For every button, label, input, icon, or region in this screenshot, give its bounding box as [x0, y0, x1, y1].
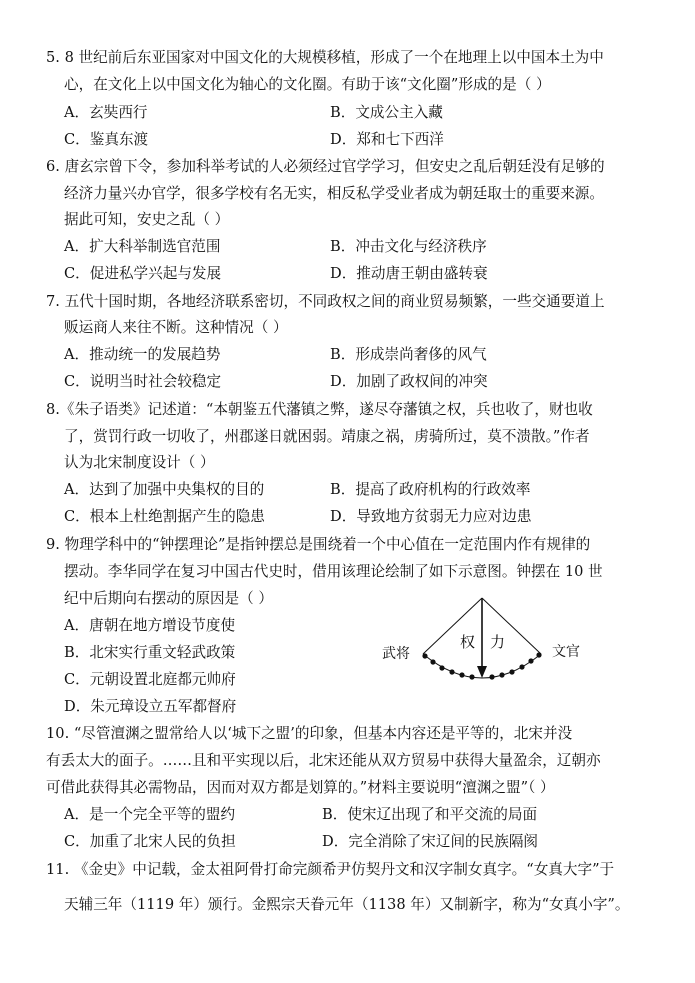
q7-option-c: C．说明当时社会较稳定 — [64, 373, 222, 390]
q6-option-a: A．扩大科举制选官范围 — [64, 238, 221, 255]
q6-stem-line1: 6. 唐玄宗曾下令，参加科举考试的人必须经过官学学习，但安史之乱后朝廷没有足够的 — [46, 158, 605, 175]
q11-stem-line2: 天辅三年（1119 年）颁行。金熙宗天眷元年（1138 年）又制新字，称为“女真小字”。 — [64, 896, 630, 913]
diagram-center-label-2: 力 — [490, 633, 506, 651]
q5-option-c: C．鉴真东渡 — [64, 131, 149, 148]
q5-stem-line2: 心，在文化上以中国文化为轴心的文化圈。有助于该“文化圈”形成的是（ ） — [64, 76, 551, 93]
q7-option-b: B．形成崇尚奢侈的风气 — [330, 346, 487, 363]
q8-option-b: B．提高了政府机构的行政效率 — [330, 481, 531, 498]
q10-option-d: D．完全消除了宋辽间的民族隔阂 — [322, 833, 539, 850]
q10-stem-line3: 可借此获得其必需物品，因而对双方都是划算的。”材料主要说明“澶渊之盟”（ ） — [46, 779, 555, 796]
arc-dot — [449, 669, 454, 674]
arc-dot — [430, 659, 435, 664]
diagram-center-label-1: 权 — [460, 633, 476, 651]
q8-stem-line3: 认为北宋制度设计（ ） — [64, 454, 215, 471]
q7-stem-line1: 7. 五代十国时期，各地经济联系密切，不同政权之间的商业贸易频繁，一些交通要道上 — [46, 293, 605, 310]
q9-option-c: C．元朝设置北庭都元帅府 — [64, 671, 236, 688]
q9-stem-line3: 纪中后期向右摆动的原因是（ ） — [64, 590, 273, 607]
q6-option-c: C．促进私学兴起与发展 — [64, 265, 222, 282]
q6-option-d: D．推动唐王朝由盛转衰 — [330, 265, 488, 282]
arc-dot — [499, 672, 504, 677]
arc-dot — [489, 674, 494, 679]
arc-dot — [509, 669, 514, 674]
arc-dot — [519, 664, 524, 669]
q8-option-a: A．达到了加强中央集权的目的 — [64, 481, 265, 498]
arrow-head-icon — [477, 666, 487, 678]
arc-dot — [536, 652, 541, 657]
q6-stem-line2: 经济力量兴办官学，很多学校有名无实，相反私学受业者成为朝廷取士的重要来源。 — [64, 185, 604, 202]
q9-option-d: D．朱元璋设立五军都督府 — [64, 698, 237, 715]
pendulum-diagram — [378, 590, 593, 695]
q10-stem-line1: 10. “尽管澶渊之盟常给人以‘城下之盟’的印象，但基本内容还是平等的，北宋并没 — [46, 725, 573, 742]
q6-option-b: B．冲击文化与经济秩序 — [330, 238, 487, 255]
q11-stem-line1: 11. 《金史》中记载，金太祖阿骨打命完颜希尹仿契丹文和汉字制女真字。“女真大字”于 — [46, 861, 615, 878]
q10-option-a: A．是一个完全平等的盟约 — [64, 806, 236, 823]
q9-option-b: B．北宋实行重文轻武政策 — [64, 644, 236, 661]
q5-option-b: B．文成公主入藏 — [330, 104, 443, 121]
diagram-right-label: 文官 — [552, 644, 580, 660]
q5-option-a: A．玄奘西行 — [64, 104, 148, 121]
arc-dot — [459, 672, 464, 677]
q9-stem-line1: 9. 物理学科中的“钟摆理论”是指钟摆总是围绕着一个中心值在一定范围内作有规律的 — [46, 536, 591, 553]
q8-option-c: C．根本上杜绝割据产生的隐患 — [64, 508, 265, 525]
q8-option-d: D．导致地方贫弱无力应对边患 — [330, 508, 532, 525]
q10-option-b: B．使宋辽出现了和平交流的局面 — [322, 806, 538, 823]
q8-stem-line1: 8.《朱子语类》记述道：“本朝鉴五代藩镇之弊，遂尽夺藩镇之权，兵也收了，财也收 — [46, 401, 593, 418]
q10-option-c: C．加重了北宋人民的负担 — [64, 833, 236, 850]
diagram-left-label: 武将 — [382, 646, 410, 662]
q9-option-a: A．唐朝在地方增设节度使 — [64, 617, 236, 634]
q6-stem-line3: 据此可知，安史之乱（ ） — [64, 211, 230, 228]
q5-option-d: D．郑和七下西洋 — [330, 131, 444, 148]
q7-option-a: A．推动统一的发展趋势 — [64, 346, 221, 363]
q7-option-d: D．加剧了政权间的冲突 — [330, 373, 488, 390]
q5-stem-line1: 5. 8 世纪前后东亚国家对中国文化的大规模移植，形成了一个在地理上以中国本土为中 — [46, 49, 604, 66]
q10-stem-line2: 有丢太大的面子。……且和平实现以后，北宋还能从双方贸易中获得大量盈余，辽朝亦 — [46, 752, 601, 769]
q8-stem-line2: 了，赏罚行政一切收了，州郡遂日就困弱。靖康之祸，虏骑所过，莫不溃散。”作者 — [64, 428, 590, 445]
arc-dot — [528, 658, 533, 663]
q9-stem-line2: 摆动。李华同学在复习中国古代史时，借用该理论绘制了如下示意图。钟摆在 10 世 — [64, 563, 603, 580]
q7-stem-line2: 贩运商人来往不断。这种情况（ ） — [64, 319, 288, 336]
arc-dot — [469, 674, 474, 679]
arc-dot — [422, 653, 427, 658]
arc-dot — [439, 665, 444, 670]
